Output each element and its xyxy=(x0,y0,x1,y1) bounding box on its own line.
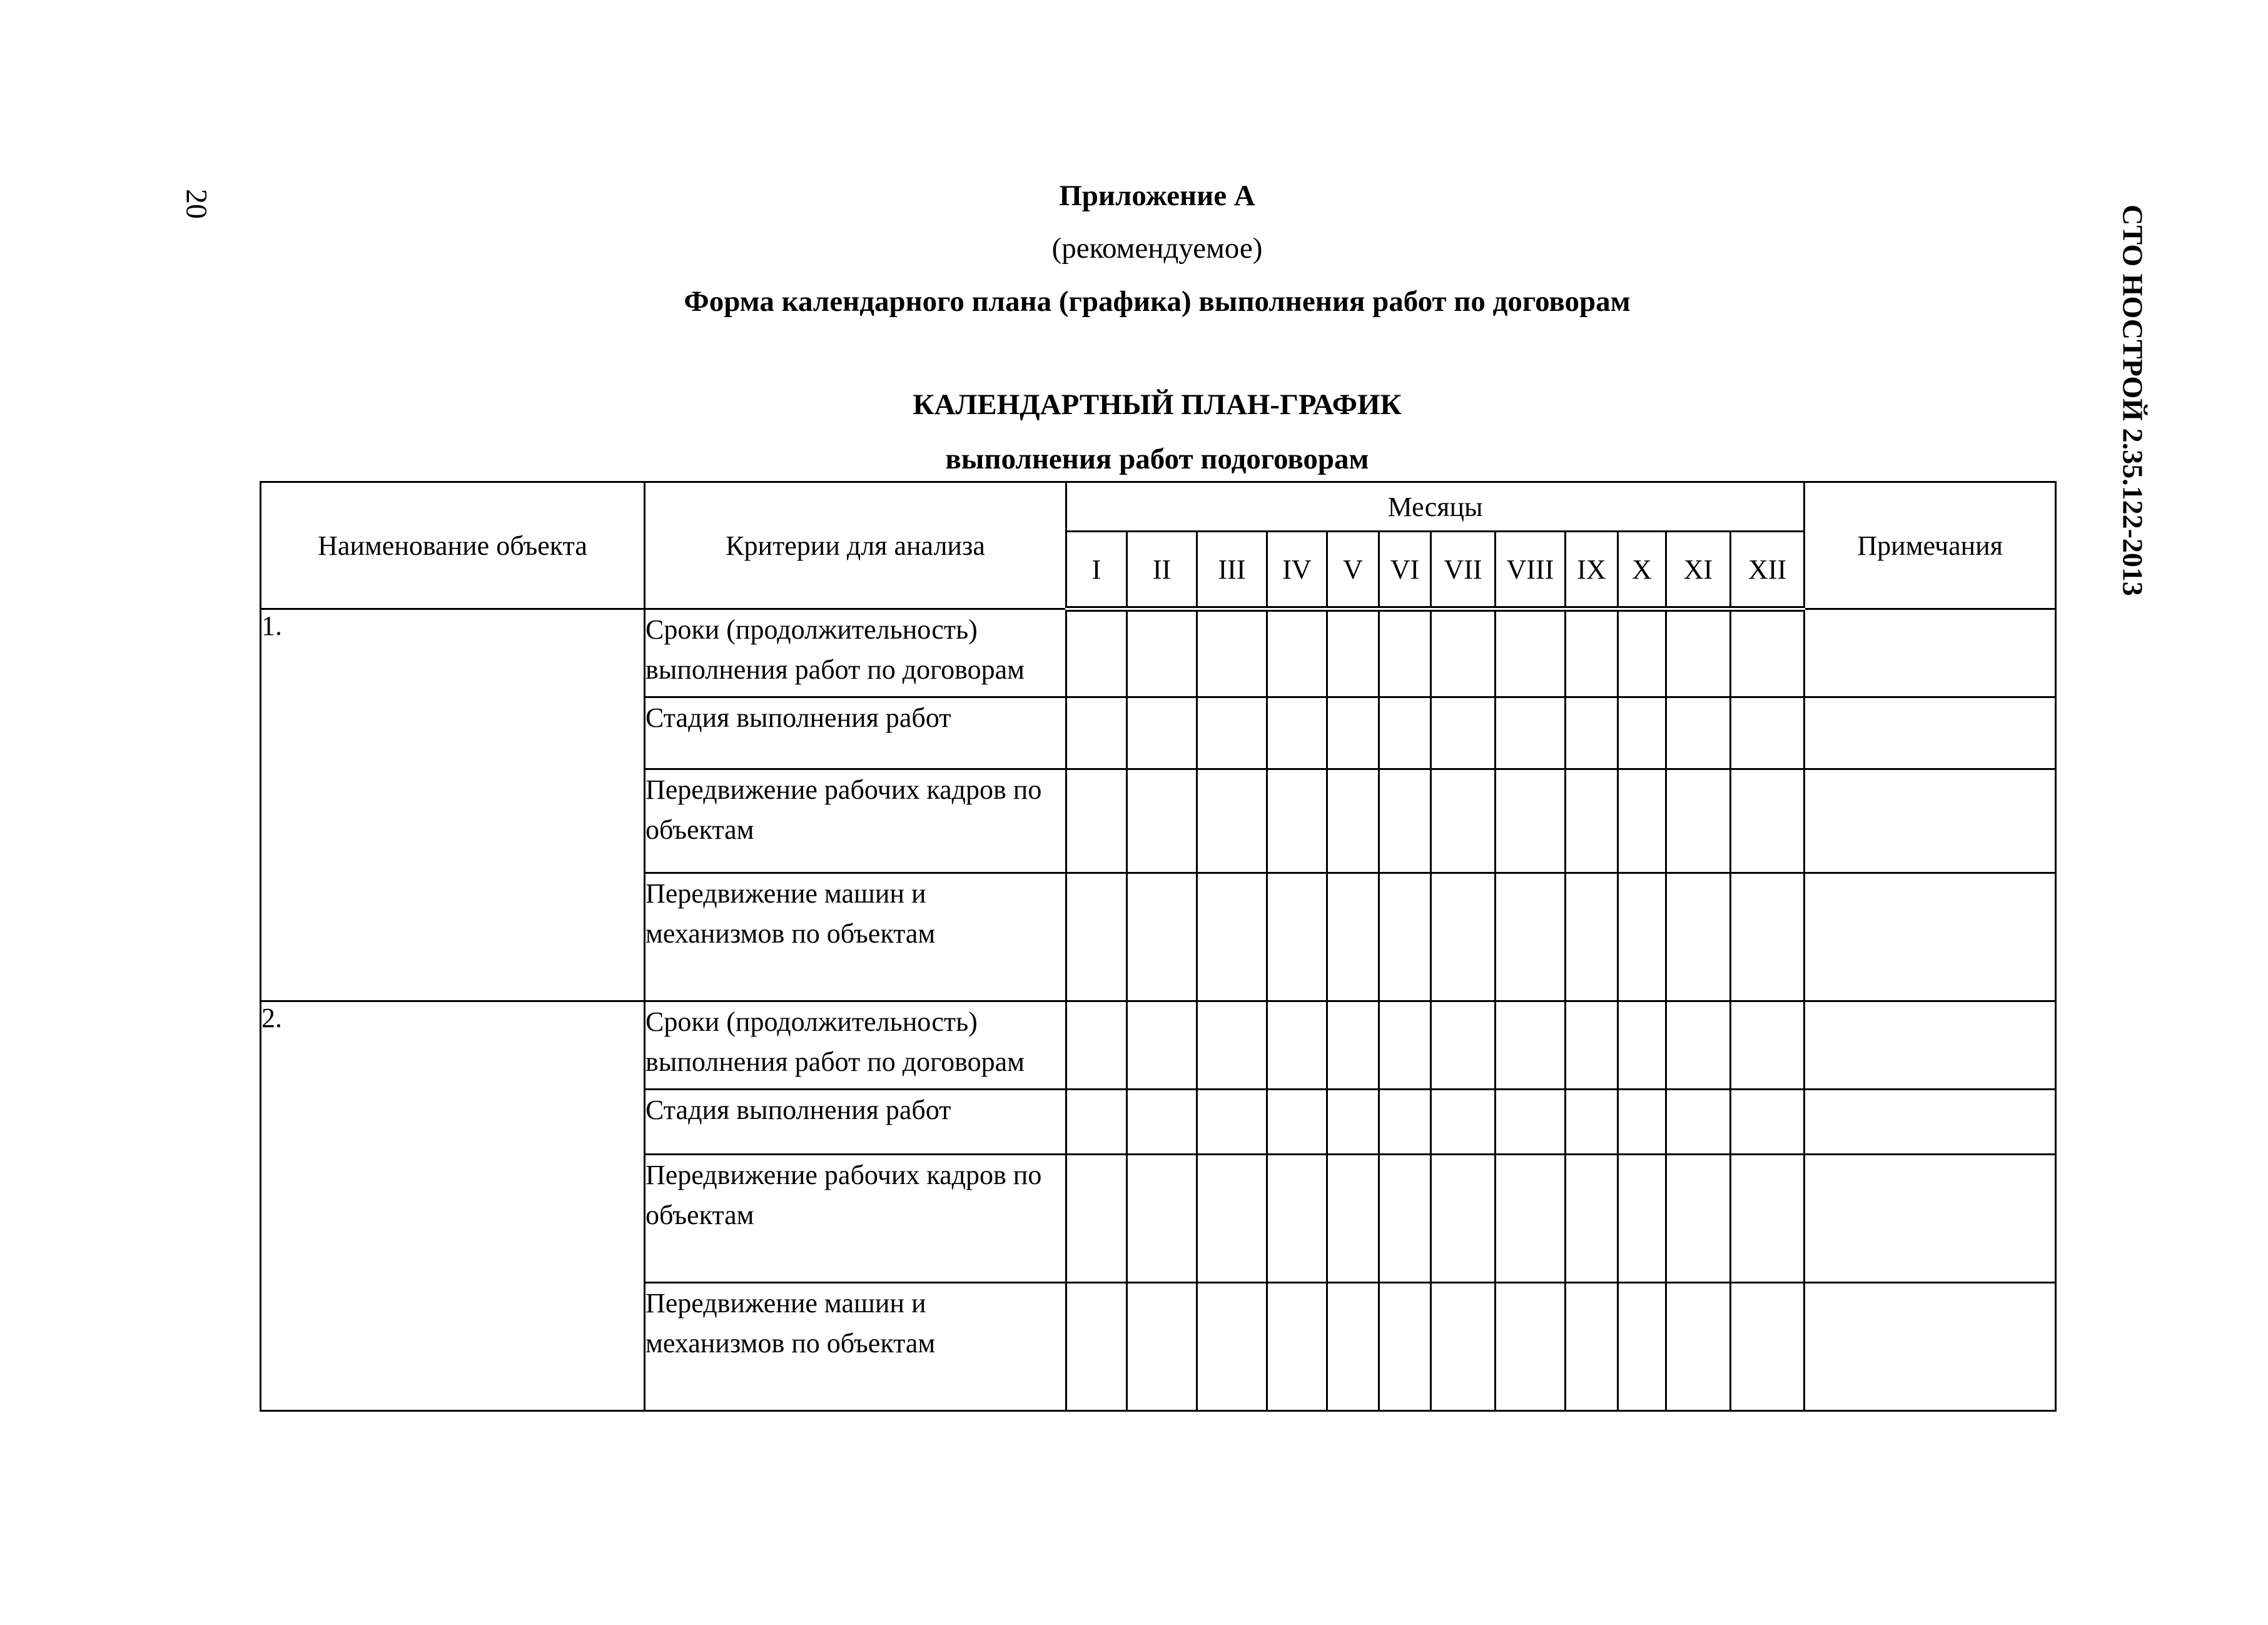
month-cell xyxy=(1666,697,1731,769)
month-cell xyxy=(1618,609,1666,697)
document-code: СТО НОСТРОЙ 2.35.122-2013 xyxy=(2117,205,2149,596)
month-cell xyxy=(1496,1155,1566,1283)
month-cell xyxy=(1066,1090,1127,1155)
notes-cell xyxy=(1805,697,2056,769)
month-cell xyxy=(1066,1283,1127,1411)
month-cell xyxy=(1666,1001,1731,1090)
month-header: XII xyxy=(1731,532,1805,609)
criterion-cell: Сроки (продолжительность) выполнения работ по договорам xyxy=(645,1001,1066,1090)
month-cell xyxy=(1127,1155,1197,1283)
month-cell xyxy=(1618,697,1666,769)
month-cell xyxy=(1618,1283,1666,1411)
month-cell xyxy=(1197,769,1267,873)
month-cell xyxy=(1267,609,1327,697)
month-cell xyxy=(1618,769,1666,873)
month-cell xyxy=(1431,1090,1496,1155)
month-cell xyxy=(1496,873,1566,1001)
month-cell xyxy=(1566,873,1618,1001)
month-cell xyxy=(1127,609,1197,697)
month-cell xyxy=(1127,1090,1197,1155)
month-cell xyxy=(1127,1001,1197,1090)
month-cell xyxy=(1267,1155,1327,1283)
month-cell xyxy=(1431,1001,1496,1090)
criterion-cell: Передвижение машин и механизмов по объектам xyxy=(645,873,1066,1001)
criterion-cell: Стадия выполнения работ xyxy=(645,1090,1066,1155)
month-cell xyxy=(1496,1001,1566,1090)
month-cell xyxy=(1379,1155,1431,1283)
month-cell xyxy=(1127,697,1197,769)
month-cell xyxy=(1666,609,1731,697)
header-object-name: Наименование объекта xyxy=(261,482,645,609)
month-cell xyxy=(1327,1001,1379,1090)
month-cell xyxy=(1731,1090,1805,1155)
month-cell xyxy=(1731,1001,1805,1090)
month-cell xyxy=(1431,1283,1496,1411)
object-number: 1. xyxy=(261,609,645,1001)
month-cell xyxy=(1496,1090,1566,1155)
month-cell xyxy=(1731,1283,1805,1411)
month-header: VII xyxy=(1431,532,1496,609)
month-cell xyxy=(1618,1090,1666,1155)
month-header: IX xyxy=(1566,532,1618,609)
month-header: II xyxy=(1127,532,1197,609)
schedule-table xyxy=(260,481,2057,1412)
notes-cell xyxy=(1805,1090,2056,1155)
month-cell xyxy=(1066,697,1127,769)
header-months: Месяцы xyxy=(1066,482,1805,532)
criterion-cell: Передвижение рабочих кадров по объектам xyxy=(645,1155,1066,1283)
month-header: III xyxy=(1197,532,1267,609)
month-cell xyxy=(1267,873,1327,1001)
month-cell xyxy=(1267,1283,1327,1411)
month-cell xyxy=(1127,1283,1197,1411)
appendix-title: Приложение А xyxy=(1059,180,1255,212)
month-cell xyxy=(1618,1155,1666,1283)
table-row xyxy=(261,1001,2056,1090)
criterion-cell: Стадия выполнения работ xyxy=(645,697,1066,769)
notes-cell xyxy=(1805,1155,2056,1283)
month-cell xyxy=(1197,697,1267,769)
month-cell xyxy=(1566,697,1618,769)
month-cell xyxy=(1566,1283,1618,1411)
schedule-subtitle: выполнения работ подоговорам xyxy=(945,443,1369,475)
month-cell xyxy=(1379,873,1431,1001)
month-cell xyxy=(1431,1155,1496,1283)
month-cell xyxy=(1197,1283,1267,1411)
month-cell xyxy=(1731,873,1805,1001)
month-cell xyxy=(1066,769,1127,873)
month-cell xyxy=(1327,873,1379,1001)
month-cell xyxy=(1066,609,1127,697)
month-cell xyxy=(1566,1155,1618,1283)
appendix-status: (рекомендуемое) xyxy=(1051,232,1263,265)
month-cell xyxy=(1327,609,1379,697)
notes-cell xyxy=(1805,609,2056,697)
month-cell xyxy=(1379,609,1431,697)
header-notes: Примечания xyxy=(1805,482,2056,609)
month-cell xyxy=(1431,769,1496,873)
month-cell xyxy=(1327,1283,1379,1411)
month-header: I xyxy=(1066,532,1127,609)
month-cell xyxy=(1379,1090,1431,1155)
month-cell xyxy=(1431,873,1496,1001)
month-cell xyxy=(1431,609,1496,697)
month-cell xyxy=(1666,1283,1731,1411)
month-cell xyxy=(1666,1090,1731,1155)
month-cell xyxy=(1197,1090,1267,1155)
schedule-title: КАЛЕНДАРТНЫЙ ПЛАН-ГРАФИК xyxy=(913,388,1402,421)
month-header: V xyxy=(1327,532,1379,609)
month-cell xyxy=(1379,769,1431,873)
month-cell xyxy=(1379,1001,1431,1090)
month-cell xyxy=(1267,1001,1327,1090)
notes-cell xyxy=(1805,1283,2056,1411)
month-header: VI xyxy=(1379,532,1431,609)
month-cell xyxy=(1267,769,1327,873)
month-cell xyxy=(1618,873,1666,1001)
month-cell xyxy=(1731,697,1805,769)
month-cell xyxy=(1731,769,1805,873)
month-cell xyxy=(1731,609,1805,697)
month-cell xyxy=(1327,697,1379,769)
month-cell xyxy=(1197,1001,1267,1090)
month-cell xyxy=(1066,1001,1127,1090)
notes-cell xyxy=(1805,873,2056,1001)
month-header: IV xyxy=(1267,532,1327,609)
month-cell xyxy=(1066,1155,1127,1283)
criterion-cell: Передвижение рабочих кадров по объектам xyxy=(645,769,1066,873)
month-cell xyxy=(1496,769,1566,873)
notes-cell xyxy=(1805,1001,2056,1090)
month-cell xyxy=(1496,609,1566,697)
month-header: XI xyxy=(1666,532,1731,609)
month-cell xyxy=(1566,1001,1618,1090)
month-cell xyxy=(1496,697,1566,769)
month-cell xyxy=(1127,769,1197,873)
month-cell xyxy=(1197,873,1267,1001)
month-cell xyxy=(1127,873,1197,1001)
month-cell xyxy=(1566,769,1618,873)
criterion-cell: Сроки (продолжительность) выполнения работ по договорам xyxy=(645,609,1066,697)
month-cell xyxy=(1431,697,1496,769)
month-cell xyxy=(1066,873,1127,1001)
month-cell xyxy=(1267,1090,1327,1155)
month-cell xyxy=(1379,697,1431,769)
table-row xyxy=(261,609,2056,697)
month-cell xyxy=(1666,1155,1731,1283)
month-cell xyxy=(1197,1155,1267,1283)
month-cell xyxy=(1267,697,1327,769)
month-header: X xyxy=(1618,532,1666,609)
notes-cell xyxy=(1805,769,2056,873)
month-cell xyxy=(1618,1001,1666,1090)
month-cell xyxy=(1327,1155,1379,1283)
criterion-cell: Передвижение машин и механизмов по объектам xyxy=(645,1283,1066,1411)
month-cell xyxy=(1197,609,1267,697)
month-cell xyxy=(1496,1283,1566,1411)
month-header: VIII xyxy=(1496,532,1566,609)
month-cell xyxy=(1566,609,1618,697)
month-cell xyxy=(1666,873,1731,1001)
header-criteria: Критерии для анализа xyxy=(645,482,1066,609)
form-title: Форма календарного плана (графика) выполнения работ по договорам xyxy=(684,285,1631,318)
page-number: 20 xyxy=(180,189,213,219)
month-cell xyxy=(1666,769,1731,873)
month-cell xyxy=(1327,1090,1379,1155)
object-number: 2. xyxy=(261,1001,645,1411)
month-cell xyxy=(1379,1283,1431,1411)
month-cell xyxy=(1327,769,1379,873)
month-cell xyxy=(1731,1155,1805,1283)
month-cell xyxy=(1566,1090,1618,1155)
